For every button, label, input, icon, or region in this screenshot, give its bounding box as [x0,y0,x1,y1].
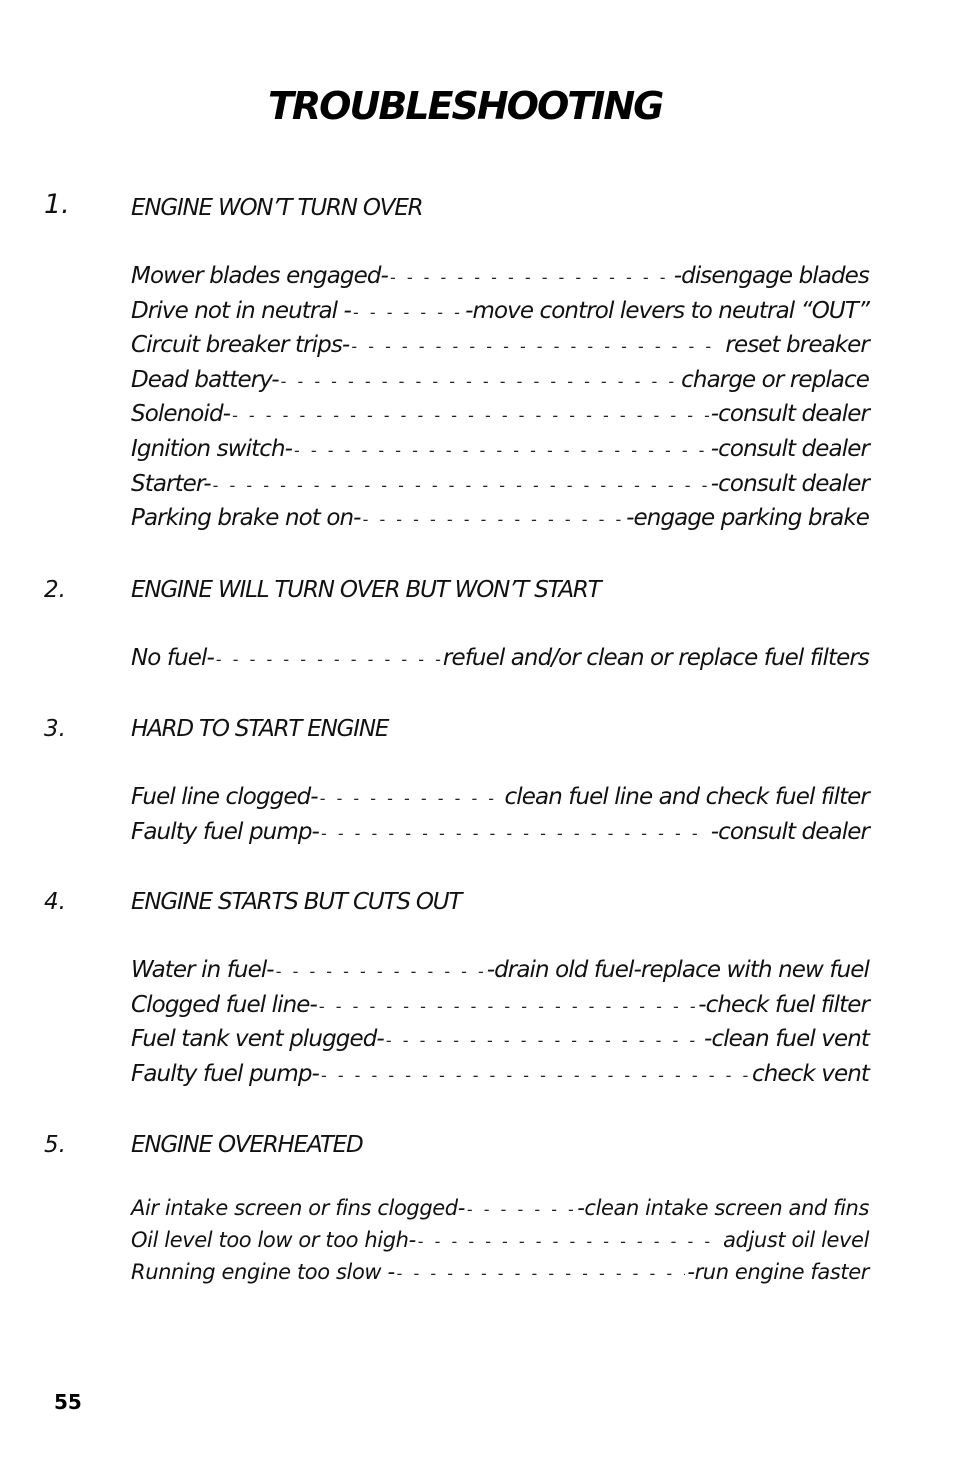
remedy-text: -drain old fuel-replace with new fuel [486,957,869,983]
cause-text: Air intake screen or fins clogged- [131,1196,465,1220]
list-item [131,957,869,992]
remedy-text: -consult dealer [710,818,869,845]
cause-text: Fuel line clogged- [131,784,318,810]
dot-leader [281,372,680,391]
cause-text: Dead battery- [131,366,279,393]
remedy-text: check vent [751,1060,869,1087]
list-item [131,401,869,436]
list-item [131,784,869,819]
cause-text: Ignition switch- [131,435,293,462]
cause-list [131,263,869,540]
list-item [131,1061,869,1096]
cause-text: Faulty fuel pump- [131,818,319,845]
remedy-text: -clean fuel vent [704,1026,869,1053]
dot-leader [397,1264,686,1283]
cause-text: Solenoid- [131,401,231,428]
cause-text: Drive not in neutral - [131,297,351,324]
dot-leader [467,1200,575,1219]
cause-list [131,645,869,680]
cause-text: Clogged fuel line- [131,991,317,1018]
section-number: 3. [44,716,66,742]
cause-text: Mower blades engaged- [131,263,388,289]
cause-text: Fuel tank vent plugged- [131,1026,384,1053]
dot-leader [390,268,672,287]
section-number: 5. [44,1132,66,1158]
dot-leader [386,1031,702,1050]
cause-list [131,784,869,853]
remedy-text: -clean intake screen and fins [577,1196,869,1220]
list-item [131,332,869,367]
section-heading: ENGINE WILL TURN OVER BUT WON’T START [131,577,601,603]
remedy-text: charge or replace [681,366,869,393]
list-item [131,992,869,1027]
remedy-text: -check fuel filter [698,991,869,1018]
list-item [131,1196,869,1228]
remedy-text: -disengage blades [673,263,869,289]
list-item [131,1026,869,1061]
cause-text: Water in fuel- [131,957,274,983]
remedy-text: -consult dealer [710,470,869,497]
remedy-text: -consult dealer [710,435,869,462]
dot-leader [232,406,709,425]
list-item [131,505,869,540]
cause-text: Circuit breaker trips- [131,332,350,359]
remedy-text: refuel and/or clean or replace fuel filters [442,645,869,671]
section-heading: ENGINE STARTS BUT CUTS OUT [131,889,462,915]
dot-leader [351,337,723,356]
list-item [131,471,869,506]
cause-text: Starter- [131,470,211,497]
dot-leader [294,441,709,460]
remedy-text: -consult dealer [710,401,869,428]
cause-list [131,1196,869,1292]
cause-list [131,957,869,1095]
section-number: 1. [44,189,70,220]
remedy-text: reset breaker [725,332,869,359]
section-number: 4. [44,889,66,915]
remedy-text: clean fuel line and check fuel filter [504,784,869,810]
cause-text: Parking brake not on- [131,505,361,532]
cause-text: Faulty fuel pump- [131,1060,319,1087]
remedy-text: -move control levers to neutral “OUT” [465,297,869,324]
remedy-text: adjust oil level [723,1228,869,1252]
remedy-text: -engage parking brake [626,505,869,532]
dot-leader [363,510,625,529]
section-number: 2. [44,577,66,603]
dot-leader [216,650,441,669]
dot-leader [213,476,709,495]
dot-leader [320,789,503,808]
list-item [131,298,869,333]
list-item [131,1228,869,1260]
dot-leader [418,1232,721,1251]
list-item [131,263,869,298]
remedy-text: -run engine faster [687,1260,869,1284]
section-heading: ENGINE OVERHEATED [131,1132,363,1158]
dot-leader [319,997,696,1016]
page-number: 55 [54,1390,82,1414]
cause-text: Running engine too slow - [131,1260,395,1284]
section-heading: ENGINE WON’T TURN OVER [131,195,423,221]
dot-leader [353,303,463,322]
dot-leader [321,824,709,843]
list-item [131,1260,869,1292]
list-item [131,367,869,402]
list-item [131,819,869,854]
section-heading: HARD TO START ENGINE [131,716,389,742]
dot-leader [321,1066,750,1085]
dot-leader [276,962,485,981]
list-item [131,436,869,471]
list-item [131,645,869,680]
page-title: TROUBLESHOOTING [268,84,663,128]
cause-text: Oil level too low or too high- [131,1228,416,1252]
cause-text: No fuel- [131,645,214,671]
